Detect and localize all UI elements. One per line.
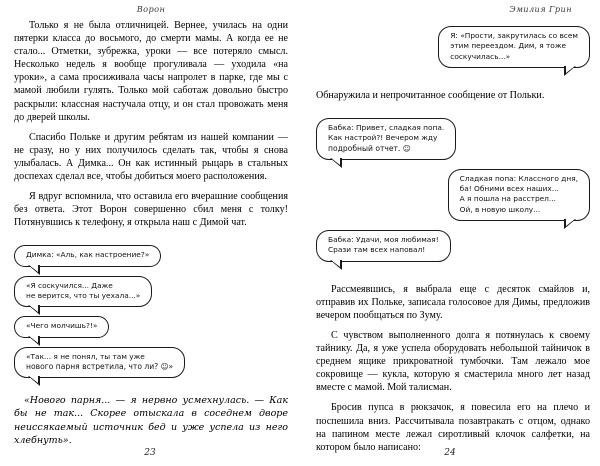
chat-row [316,26,590,77]
chat-block-spacer [14,387,288,394]
left-paragraph-1: Только я не была отличницей. Вернее, училась на одни пятерки класса до восьмого, до смерти мамы. А когда ее не стало... Отметки, зубрежка, уроки — все потеряло смысл. Несколько недель я вообще прогуливала — уходила «на уроки», а сама просиживала часы напролет в парке, где мы с мамой любили гулять. Только мой саботаж довольно быстро раскрыли: классная настучала отцу, и он стал провожать меня до дверей школы. [14,20,288,123]
chat-row [316,118,590,169]
bubble-line: Димка: «Аль, как настроение?» [26,250,150,260]
right-paragraph-3: Бросив пупса в рюкзачок, я повесила его на плечо и поспешила вниз. Рассчитывала позавтракать с отцом, однако на папином месте лежал сиротливый клочок салфетки, на котором было написано: [316,402,590,453]
folio-left: 23 [144,448,156,458]
bubble-line: не верится, что ты уехала...» [26,291,141,300]
left-paragraph-3: Я вдруг вспомнила, что оставила его вчерашние сообщения без ответа. Этот Ворон совершенно сбил меня с толку! Потянувшись к телефону, я открыла наш с Димой чат. [14,191,288,229]
chat-row [14,276,288,317]
bubble-line-with-smiley-icon: подробный отчет. ☺ [328,143,411,153]
left-paragraph-2: Спасибо Польке и другим ребятам из нашей компании — не сразу, но у них получилось сделать так, чтобы я снова улыбалась. А Димка... Он как истинный рыцарь в стальных доспехах сделал все, чтобы добиться моего расположения. [14,131,288,183]
chat-row [316,230,590,271]
chat-bubble-dimka-newboy[interactable] [14,347,185,379]
chat-bubble-babka-luck[interactable] [316,230,451,262]
chat-bubble-babka-hello[interactable] [316,118,456,160]
chat-bubble-dimka-silent[interactable] [14,316,109,337]
bubble-line: Как настрой?! Вечером жду [328,133,438,143]
chat-bubble-dimka-missed[interactable] [14,276,152,308]
bubble-line: Бабка: Удачи, моя любимая! [328,235,439,245]
bubble-line: Я: «Прости, закрутилась со всем [450,31,578,40]
right-intro-paragraph: Обнаружила и непрочитанное сообщение от Польки. [316,89,545,101]
bubble-line: этим переездом. Дим, я тоже [450,41,567,51]
right-paragraph-2: С чувством выполненного долга я потянулась к своему тайнику. Да, я уже успела оборудовать небольшой тайничок в среднем ящике прикроватной тумбочки. Там лежало мое сокровище — кукла, которую я смастерила много лет назад вместе с мамой. Мой талисман. [316,329,590,394]
running-head-right: Эмилия Грин [509,4,572,14]
bubble-line: Ой, в новую школу... [459,204,541,214]
bubble-line-with-smiley-icon: нового парня встретила, что ли? ☺» [26,361,174,371]
chat-bubble-sweet-reply[interactable] [448,169,590,221]
paragraph-spacer [14,124,288,131]
bubble-line: «Чего молчишь?!» [26,321,98,331]
left-closing-italic-paragraph: «Нового парня... — я нервно усмехнулась. — Как бы не так... Скорее отыскала в соседнем дворе неиссякаемый источник бед и уже успела из него хлебнуть». [14,395,288,446]
bubble-line: соскучилась...» [450,51,511,61]
bubble-line: «Так... я не понял, ты там уже [26,351,145,361]
folio-right: 24 [444,448,456,458]
chat-block-spacer [14,229,288,245]
chat-block-spacer [316,102,590,118]
paragraph-spacer [316,322,590,329]
bubble-line: Сладкая попа: Классного дня, [459,173,578,183]
chat-row [14,316,288,346]
chat-row [316,169,590,230]
chat-bubble-me-sorry[interactable] [438,26,590,68]
bubble-line: «Я соскучился... Даже [26,280,113,290]
paragraph-spacer [14,183,288,190]
bubble-line: ба! Обними всех наших... [459,184,559,194]
chat-block-spacer [316,271,590,283]
bubble-line: А я пошла на расстрел... [459,194,556,204]
chat-row [14,347,288,388]
bubble-line: Бабка: Привет, сладкая попа. [328,122,445,132]
chat-bubble-dimka-mood[interactable] [14,245,161,266]
paragraph-spacer [316,394,590,401]
running-head-left: Ворон [136,4,166,14]
right-page [300,0,600,466]
right-paragraph-1: Рассмеявшись, я выбрала еще с десяток смайлов и, отправив их Польке, записала голосовое для Димы, предложив вечером пообщаться по Зуму. [316,283,590,321]
bubble-line: Срази там всех наповал! [328,245,426,255]
chat-row [14,245,288,275]
top-spacer [316,19,590,26]
chat-block-spacer [316,77,590,89]
